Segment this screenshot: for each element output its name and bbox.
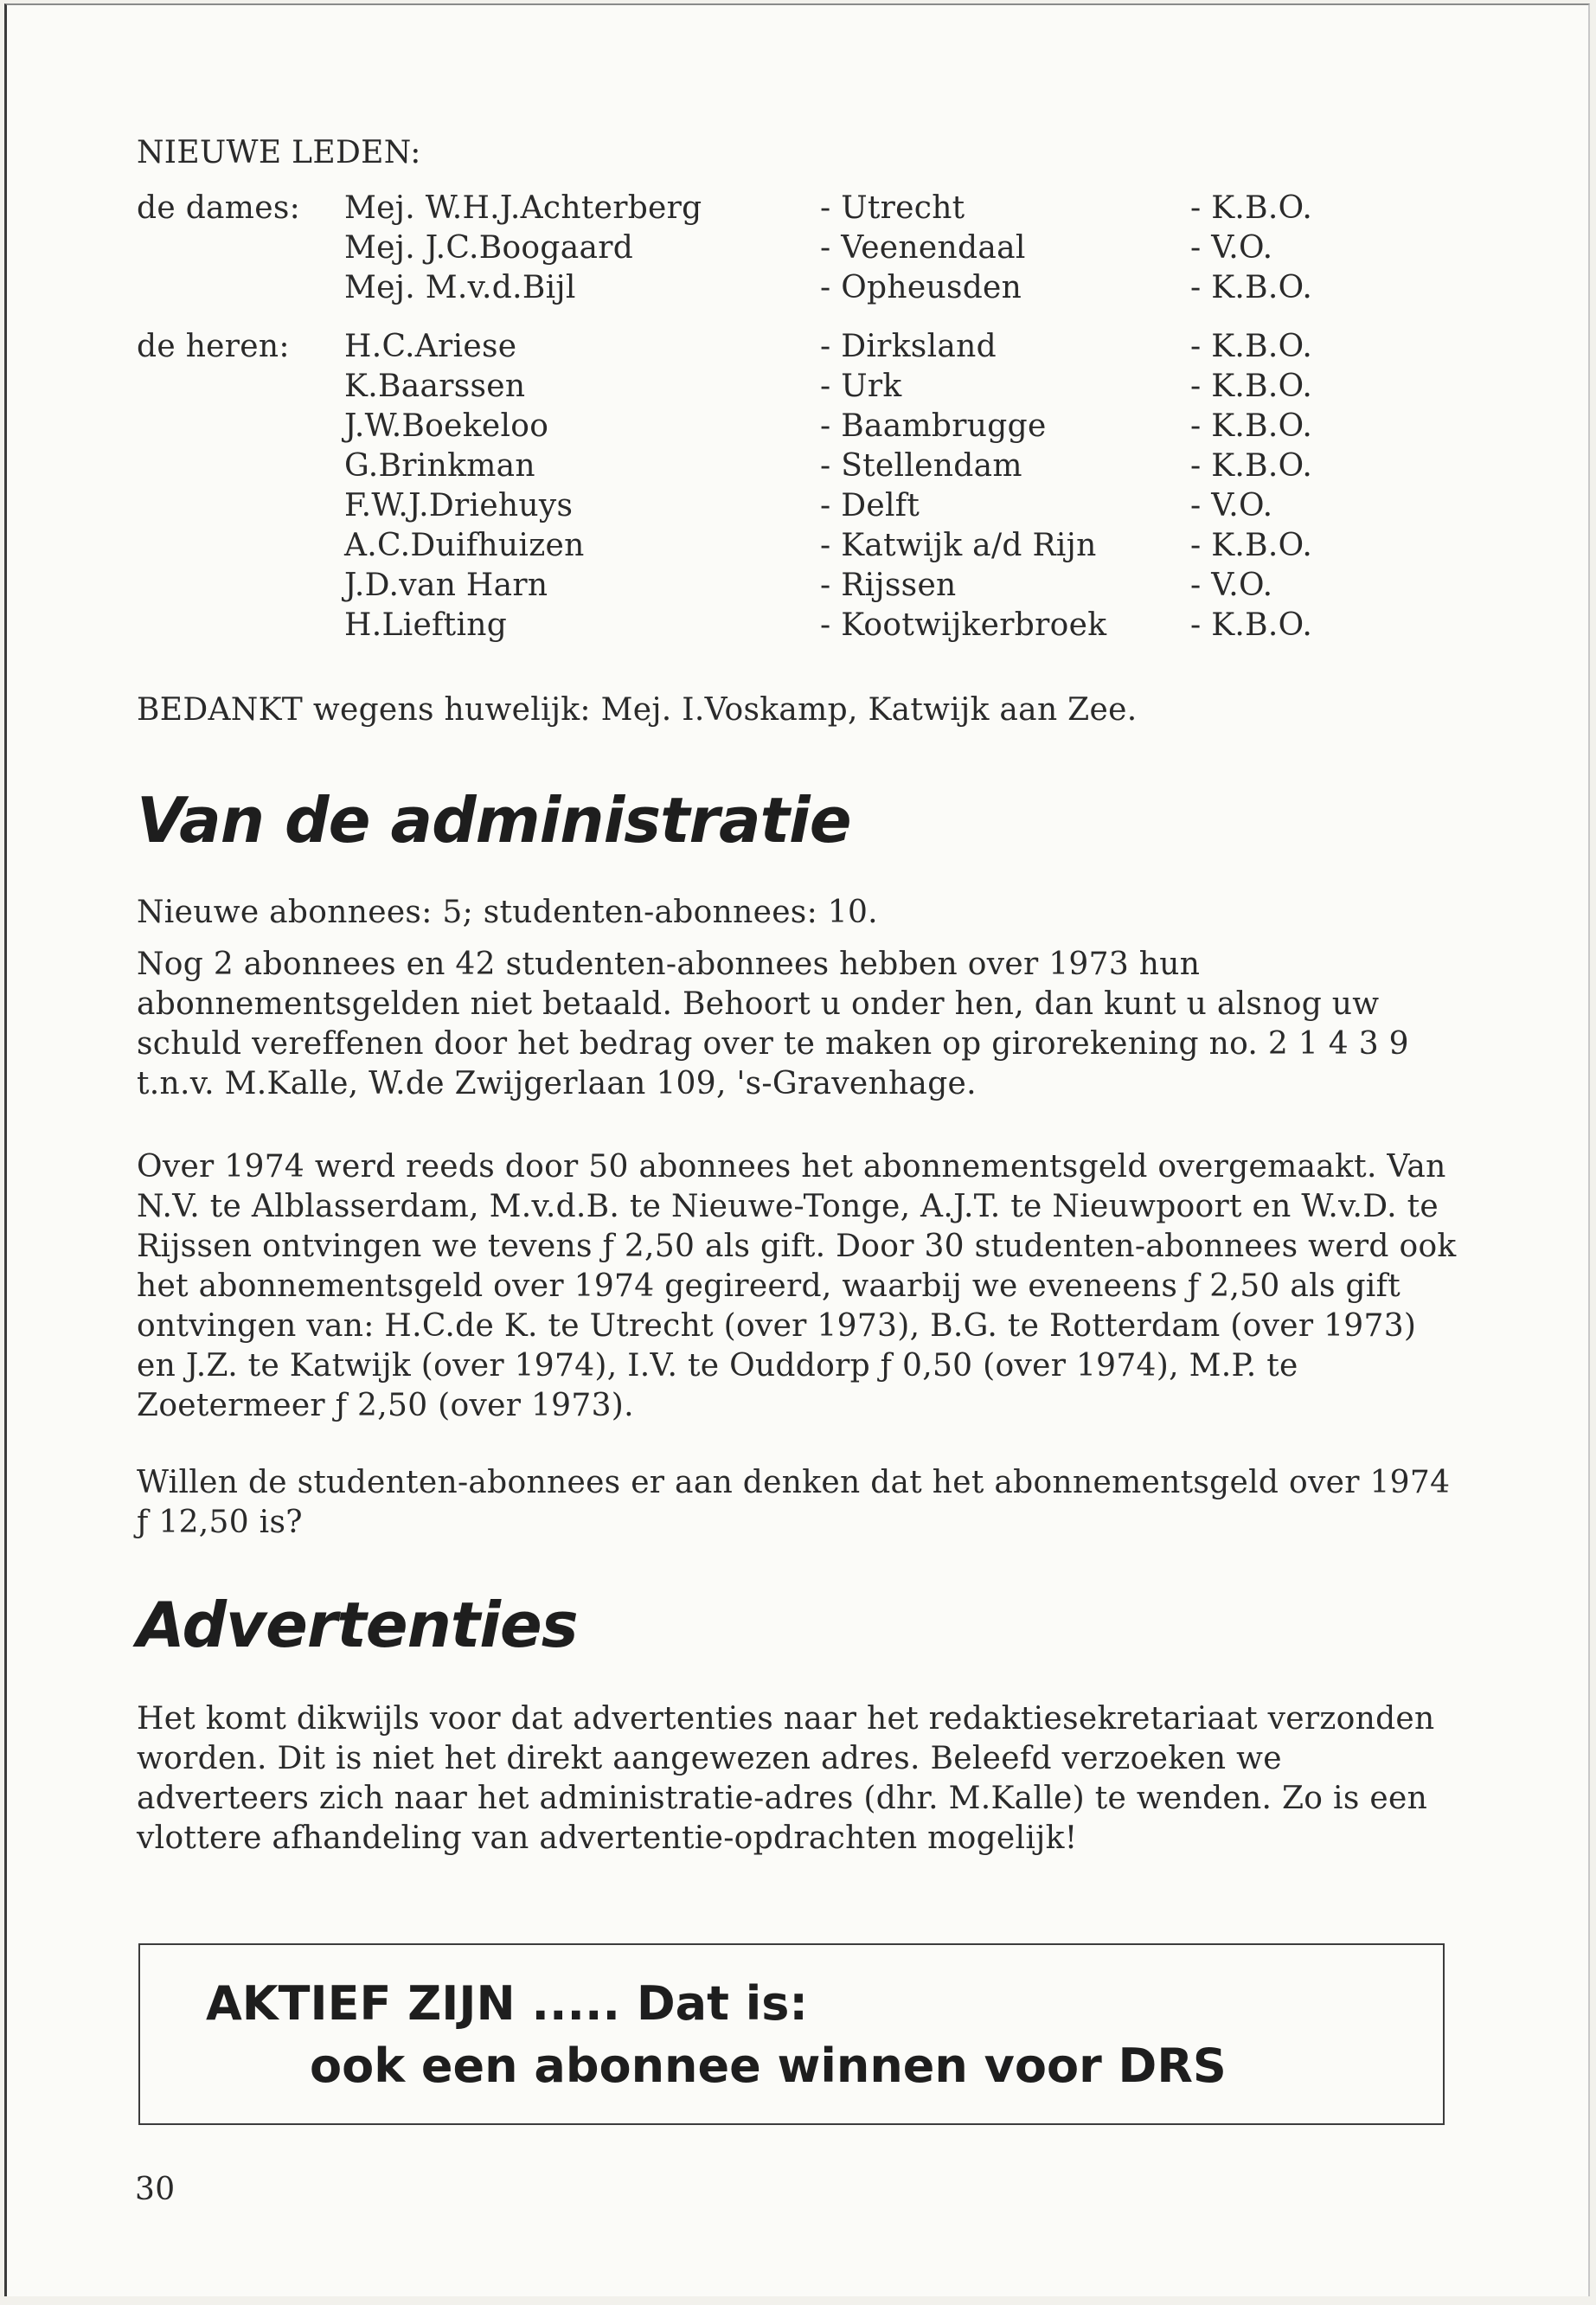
member-org: - K.B.O. — [1190, 369, 1313, 404]
member-name: Mej. W.H.J.Achterberg — [344, 190, 702, 226]
member-place: - Dirksland — [820, 329, 997, 364]
member-org: - V.O. — [1190, 230, 1273, 266]
member-name: Mej. J.C.Boogaard — [344, 230, 634, 266]
administratie-paragraph-4: Willen de studenten-abonnees er aan denken dat het abonnementsgeld over 1974 ƒ 12,50 is? — [137, 1465, 1451, 1540]
nieuwe-leden-heading: NIEUWE LEDEN: — [137, 135, 421, 170]
member-place: - Utrecht — [820, 190, 965, 226]
advertenties-title: Advertenties — [137, 1589, 578, 1661]
member-org: - K.B.O. — [1190, 270, 1313, 305]
member-org: - V.O. — [1190, 568, 1273, 603]
document-page — [4, 3, 1590, 2296]
member-name: J.D.van Harn — [344, 568, 548, 603]
callout-line-2: ook een abonnee winnen voor DRS — [310, 2039, 1227, 2093]
member-org: - K.B.O. — [1190, 190, 1313, 226]
member-name: J.W.Boekeloo — [344, 408, 549, 444]
member-group: de heren: — [137, 329, 290, 364]
member-name: G.Brinkman — [344, 448, 535, 484]
member-name: K.Baarssen — [344, 369, 526, 404]
member-org: - V.O. — [1190, 488, 1273, 523]
advertenties-paragraph: Het komt dikwijls voor dat advertenties naar het redaktiesekretariaat verzonden worden. Dit is niet het direkt aangewezen adres. Beleefd verzoeken we adverteers zich naar het administratie-adres (dhr. M.Kalle) te wenden. Zo is een vlottere afhandeling van advertentie-opdrachten mogelijk! — [137, 1701, 1435, 1856]
callout-line-1: AKTIEF ZIJN ..... Dat is: — [206, 1976, 808, 2031]
member-org: - K.B.O. — [1190, 528, 1313, 563]
member-name: F.W.J.Driehuys — [344, 488, 574, 523]
member-group: de dames: — [137, 190, 301, 226]
page-number: 30 — [135, 2172, 176, 2207]
administratie-paragraph-2: Nog 2 abonnees en 42 studenten-abonnees hebben over 1973 hun abonnementsgelden niet betaald. Behoort u onder hen, dan kunt u alsnog uw schuld vereffenen door het bedrag over te maken op girorekening no. 2 1 4 3 9 t.n.v. M.Kalle, W.de Zwijgerlaan 109, 's-Gravenhage. — [137, 947, 1409, 1101]
member-place: - Stellendam — [820, 448, 1022, 484]
member-place: - Opheusden — [820, 270, 1022, 305]
member-place: - Rijssen — [820, 568, 957, 603]
member-name: H.C.Ariese — [344, 329, 517, 364]
member-org: - K.B.O. — [1190, 329, 1313, 364]
administratie-title: Van de administratie — [137, 784, 851, 857]
member-place: - Delft — [820, 488, 920, 523]
bedankt-line: BEDANKT wegens huwelijk: Mej. I.Voskamp, Katwijk aan Zee. — [137, 692, 1138, 728]
administratie-paragraph-1: Nieuwe abonnees: 5; studenten-abonnees: 10. — [137, 895, 878, 930]
member-org: - K.B.O. — [1190, 408, 1313, 444]
member-place: - Veenendaal — [820, 230, 1026, 266]
member-name: Mej. M.v.d.Bijl — [344, 270, 576, 305]
member-place: - Katwijk a/d Rijn — [820, 528, 1097, 563]
member-name: H.Liefting — [344, 607, 508, 643]
member-org: - K.B.O. — [1190, 448, 1313, 484]
administratie-paragraph-3: Over 1974 werd reeds door 50 abonnees het abonnementsgeld overgemaakt. Van N.V. te Alblasserdam, M.v.d.B. te Nieuwe-Tonge, A.J.T. te Nieuwpoort en W.v.D. te Rijssen ontvingen we tevens ƒ 2,50 als gift. Door 30 studenten-abonnees werd ook het abonnementsgeld over 1974 gegireerd, waarbij we eveneens ƒ 2,50 als gift ontvingen van: H.C.de K. te Utrecht (over 1973), B.G. te Rotterdam (over 1973) en J.Z. te Katwijk (over 1974), I.V. te Ouddorp ƒ 0,50 (over 1974), M.P. te Zoetermeer ƒ 2,50 (over 1973). — [137, 1149, 1457, 1423]
member-place: - Kootwijkerbroek — [820, 607, 1107, 643]
member-place: - Baambrugge — [820, 408, 1047, 444]
member-name: A.C.Duifhuizen — [344, 528, 585, 563]
member-place: - Urk — [820, 369, 902, 404]
member-org: - K.B.O. — [1190, 607, 1313, 643]
callout-box — [138, 1943, 1445, 2125]
